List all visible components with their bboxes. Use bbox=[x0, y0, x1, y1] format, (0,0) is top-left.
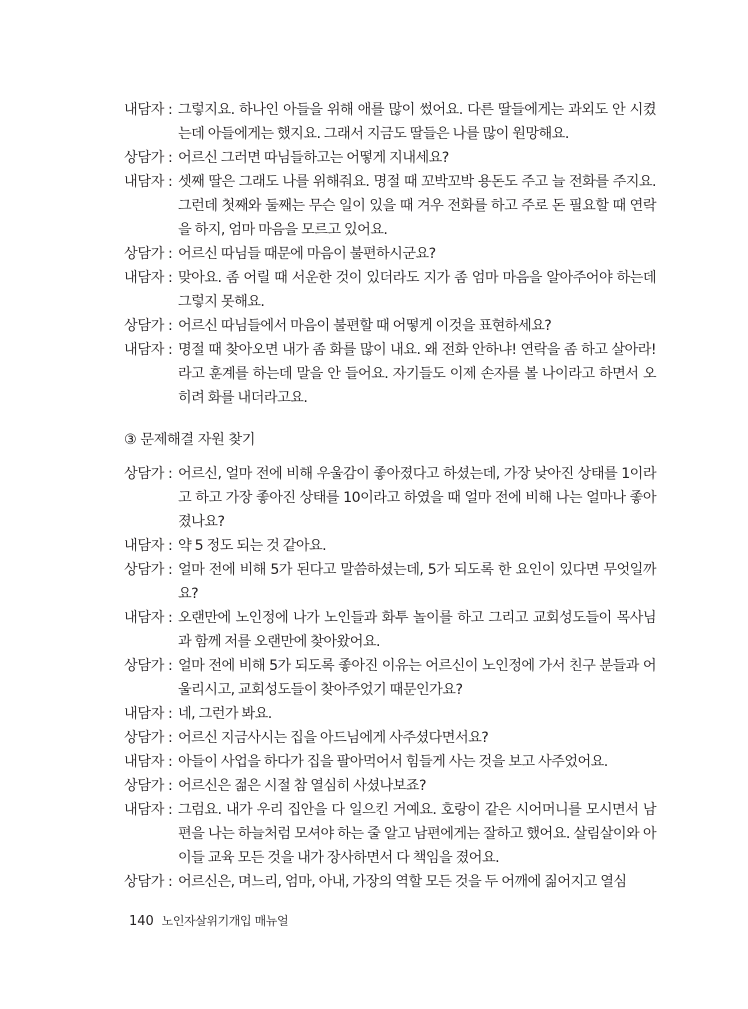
utterance-text: 그럼요. 내가 우리 집안을 다 일으킨 거예요. 호랑이 같은 시어머니를 모시면서 남편을 나는 하늘처럼 모셔야 하는 줄 알고 남편에게는 잘하고 했어요. 살림살이와 아이들 교육 모든 것을 내가 장사하면서 다 책임을 졌어요. bbox=[178, 802, 656, 866]
utterance-text: 얼마 전에 비해 5가 된다고 말씀하셨는데, 5가 되도록 한 요인이 있다면 무엇일까요? bbox=[178, 562, 656, 602]
utterance-text: 명절 때 찾아오면 내가 좀 화를 많이 내요. 왜 전화 안하냐! 연락을 좀 하고 살아라!라고 훈계를 하는데 말을 안 들어요. 자기들도 이제 손자를 볼 나이라고 하면서 오히려 화를 내더라고요. bbox=[178, 342, 656, 406]
speaker-label: 내담자 bbox=[124, 706, 165, 722]
utterance-text: 어르신, 얼마 전에 비해 우울감이 좋아졌다고 하셨는데, 가장 낮아진 상태를 1이라고 하고 가장 좋아진 상태를 10이라고 하였을 때 얼마 전에 비해 나는 얼마나 좋아졌나요? bbox=[178, 466, 656, 530]
utterance-text: 맞아요. 좀 어릴 때 서운한 것이 있더라도 지가 좀 엄마 마음을 알아주어야 하는데 그렇지 못해요. bbox=[178, 270, 656, 310]
speaker-label: 내담자 bbox=[124, 610, 165, 626]
colon-separator: : bbox=[168, 562, 173, 578]
dialogue-entry bbox=[124, 314, 656, 338]
colon-separator: : bbox=[168, 874, 173, 890]
speaker-label: 상담가 bbox=[124, 466, 165, 482]
dialogue-entry bbox=[124, 726, 656, 750]
speaker-label: 내담자 bbox=[124, 174, 165, 190]
colon-separator: : bbox=[168, 466, 173, 482]
speaker-label: 상담가 bbox=[124, 778, 165, 794]
page-number: 140 bbox=[129, 914, 154, 929]
speaker-label: 상담가 bbox=[124, 150, 165, 166]
dialogue-entry bbox=[124, 654, 656, 702]
utterance-text: 얼마 전에 비해 5가 되도록 좋아진 이유는 어르신이 노인정에 가서 친구 분들과 어울리시고, 교회성도들이 찾아주었기 때문인가요? bbox=[178, 658, 656, 698]
colon-separator: : bbox=[168, 730, 173, 746]
dialogue-entry bbox=[124, 534, 656, 558]
speaker-label: 상담가 bbox=[124, 318, 165, 334]
colon-separator: : bbox=[168, 270, 173, 286]
colon-separator: : bbox=[168, 610, 173, 626]
utterance-text: 네, 그런가 봐요. bbox=[178, 706, 272, 722]
dialogue-entry bbox=[124, 462, 656, 534]
speaker-label: 상담가 bbox=[124, 874, 165, 890]
colon-separator: : bbox=[168, 538, 173, 554]
utterance-text: 그렇지요. 하나인 아들을 위해 애를 많이 썼어요. 다른 딸들에게는 과외도 안 시켰는데 아들에게는 했지요. 그래서 지금도 딸들은 나를 많이 원망해요. bbox=[178, 102, 656, 142]
page-footer bbox=[129, 913, 288, 930]
utterance-text: 어르신 그러면 따님들하고는 어떻게 지내세요? bbox=[178, 150, 449, 166]
colon-separator: : bbox=[168, 150, 173, 166]
dialogue-entry bbox=[124, 798, 656, 870]
colon-separator: : bbox=[168, 754, 173, 770]
dialogue-entry bbox=[124, 702, 656, 726]
colon-separator: : bbox=[168, 778, 173, 794]
dialogue-entry bbox=[124, 558, 656, 606]
section-heading: ③ 문제해결 자원 찾기 bbox=[124, 432, 256, 448]
dialogue-entry bbox=[124, 98, 656, 146]
utterance-text: 어르신 지금사시는 집을 아드님에게 사주셨다면서요? bbox=[178, 730, 489, 746]
dialogue-entry bbox=[124, 774, 656, 798]
speaker-label: 내담자 bbox=[124, 802, 165, 818]
speaker-label: 상담가 bbox=[124, 658, 165, 674]
colon-separator: : bbox=[168, 706, 173, 722]
utterance-text: 어르신은 젊은 시절 참 열심히 사셨나보죠? bbox=[178, 778, 426, 794]
speaker-label: 내담자 bbox=[124, 270, 165, 286]
utterance-text: 어르신은, 며느리, 엄마, 아내, 가장의 역할 모든 것을 두 어깨에 짊어지고 열심 bbox=[178, 874, 627, 890]
speaker-label: 상담가 bbox=[124, 730, 165, 746]
colon-separator: : bbox=[168, 318, 173, 334]
speaker-label: 상담가 bbox=[124, 246, 165, 262]
dialogue-entry bbox=[124, 266, 656, 314]
dialogue-content bbox=[124, 98, 656, 894]
speaker-label: 내담자 bbox=[124, 538, 165, 554]
colon-separator: : bbox=[168, 174, 173, 190]
speaker-label: 내담자 bbox=[124, 102, 165, 118]
book-title: 노인자살위기개입 매뉴얼 bbox=[161, 914, 289, 928]
colon-separator: : bbox=[168, 342, 173, 358]
colon-separator: : bbox=[168, 246, 173, 262]
colon-separator: : bbox=[168, 802, 173, 818]
utterance-text: 셋째 딸은 그래도 나를 위해줘요. 명절 때 꼬박꼬박 용돈도 주고 늘 전화를 주지요. 그런데 첫째와 둘째는 무슨 일이 있을 때 겨우 전화를 하고 주로 돈 필요할 때 연락을 하지, 엄마 마음을 모르고 있어요. bbox=[178, 174, 656, 238]
dialogue-entry bbox=[124, 606, 656, 654]
speaker-label: 상담가 bbox=[124, 562, 165, 578]
dialogue-entry bbox=[124, 242, 656, 266]
utterance-text: 어르신 따님들에서 마음이 불편할 때 어떻게 이것을 표현하세요? bbox=[178, 318, 552, 334]
dialogue-entry bbox=[124, 750, 656, 774]
utterance-text: 오랜만에 노인정에 나가 노인들과 화투 놀이를 하고 그리고 교회성도들이 목사님과 함께 저를 오랜만에 찾아왔어요. bbox=[178, 610, 656, 650]
speaker-label: 내담자 bbox=[124, 342, 165, 358]
utterance-text: 아들이 사업을 하다가 집을 팔아먹어서 힘들게 사는 것을 보고 사주었어요. bbox=[178, 754, 608, 770]
speaker-label: 내담자 bbox=[124, 754, 165, 770]
dialogue-entry bbox=[124, 338, 656, 410]
dialogue-entry bbox=[124, 146, 656, 170]
colon-separator: : bbox=[168, 102, 173, 118]
dialogue-entry bbox=[124, 170, 656, 242]
utterance-text: 어르신 따님들 때문에 마음이 불편하시군요? bbox=[178, 246, 436, 262]
dialogue-entry bbox=[124, 870, 656, 894]
utterance-text: 약 5 정도 되는 것 같아요. bbox=[178, 538, 327, 554]
colon-separator: : bbox=[168, 658, 173, 674]
